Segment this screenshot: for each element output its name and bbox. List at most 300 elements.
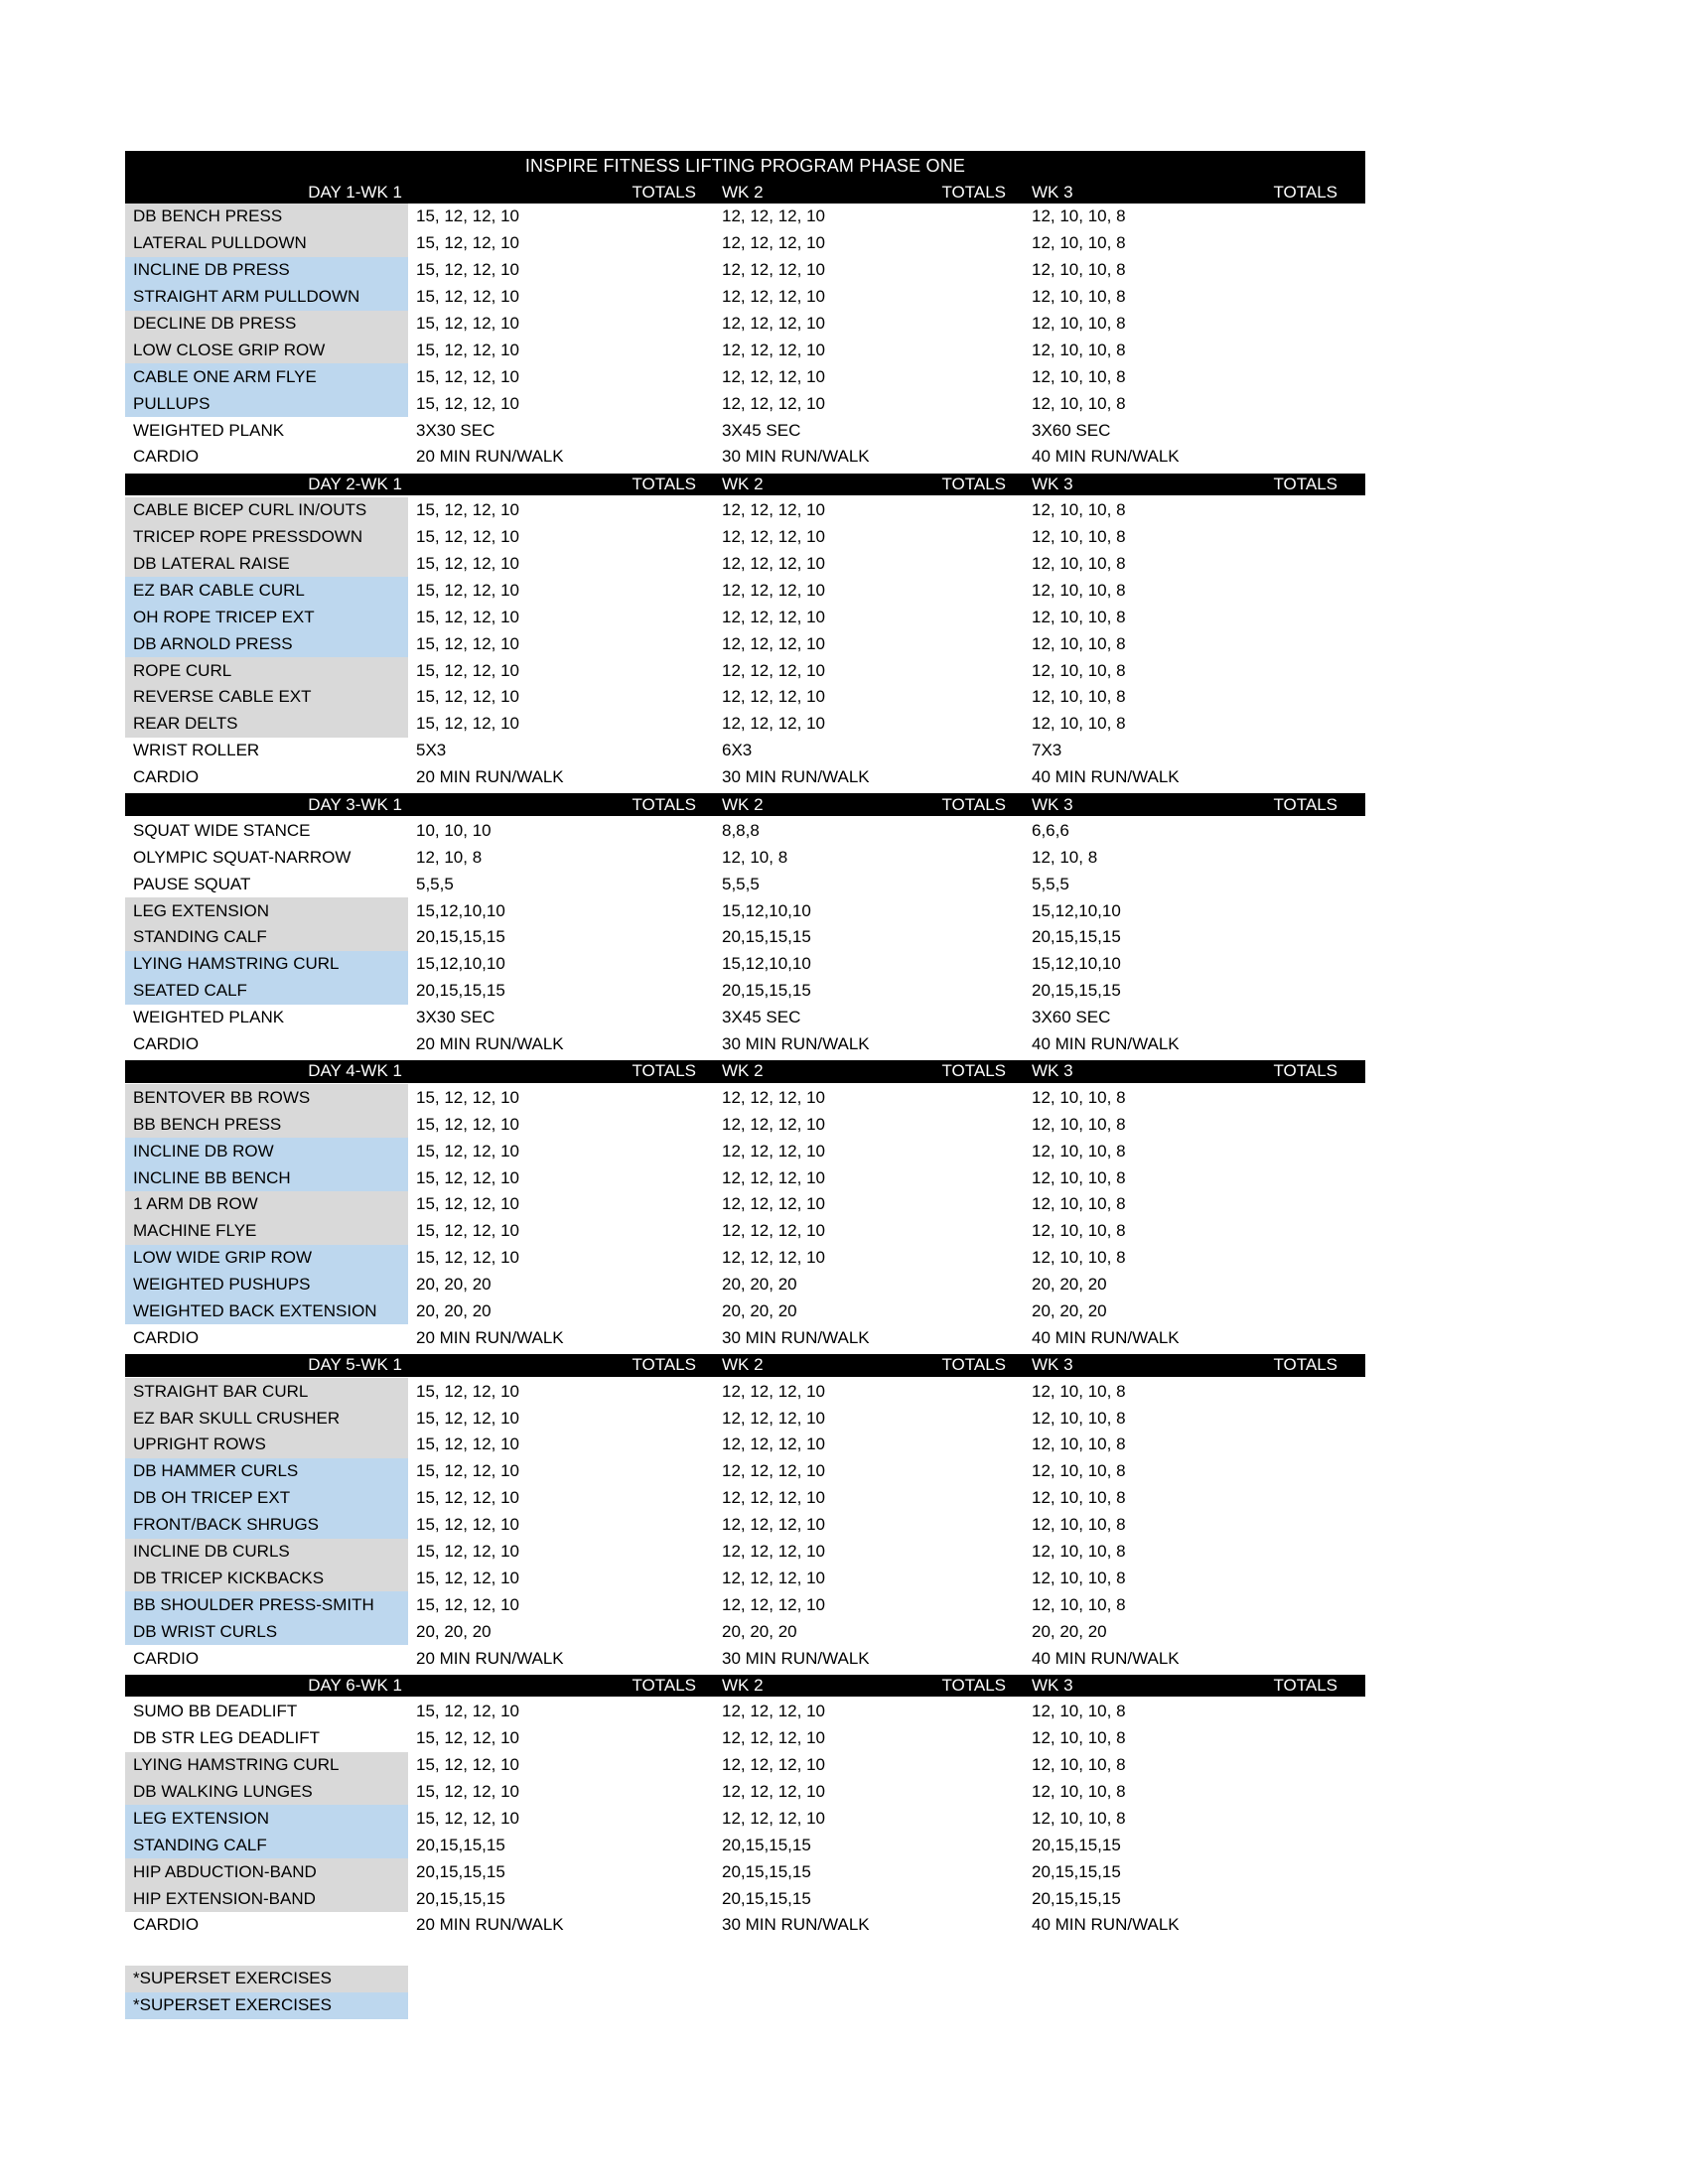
wk1-totals-header: TOTALS <box>632 1355 696 1375</box>
exercise-name-cell: CABLE ONE ARM FLYE <box>125 363 408 390</box>
wk1-totals-cell <box>607 711 706 738</box>
footnote-row <box>125 1966 1365 1992</box>
wk2-reps-cell: 20,15,15,15 <box>722 1835 811 1854</box>
wk3-reps-cell: 12, 10, 10, 8 <box>1032 1087 1126 1107</box>
wk2-reps-cell: 12, 12, 12, 10 <box>722 633 825 653</box>
wk1-reps-cell: 15, 12, 12, 10 <box>416 206 519 226</box>
wk2-totals-cell <box>914 1805 1016 1832</box>
wk3-totals-cell <box>1262 1858 1365 1885</box>
wk1-reps-cell: 15, 12, 12, 10 <box>416 1568 519 1587</box>
wk1-reps-cell: 15,12,10,10 <box>416 954 505 974</box>
wk2-totals-cell <box>914 924 1016 951</box>
wk3-totals-cell <box>1262 1324 1365 1351</box>
wk3-totals-cell <box>1262 497 1365 524</box>
wk1-reps-cell: 20,15,15,15 <box>416 1835 505 1854</box>
exercise-row <box>125 1218 1365 1245</box>
wk2-reps-cell: 12, 12, 12, 10 <box>722 1702 825 1721</box>
wk2-reps-cell: 20,15,15,15 <box>722 927 811 947</box>
wk3-reps-cell: 12, 10, 10, 8 <box>1032 1167 1126 1187</box>
wk1-reps-cell: 15, 12, 12, 10 <box>416 1488 519 1508</box>
wk1-reps-cell: 15, 12, 12, 10 <box>416 1248 519 1268</box>
wk3-reps-cell: 12, 10, 10, 8 <box>1032 1781 1126 1801</box>
wk1-totals-header: TOTALS <box>632 474 696 493</box>
wk3-header: WK 3 <box>1032 1061 1073 1081</box>
day-header-bar <box>125 474 1365 496</box>
wk2-reps-cell: 15,12,10,10 <box>722 900 811 920</box>
wk1-totals-cell <box>607 844 706 871</box>
wk2-totals-cell <box>914 1031 1016 1058</box>
wk3-totals-cell <box>1262 444 1365 471</box>
wk2-totals-cell <box>914 1458 1016 1485</box>
wk3-totals-cell <box>1262 1618 1365 1645</box>
wk3-totals-cell <box>1262 1298 1365 1325</box>
exercise-row <box>125 1618 1365 1645</box>
wk2-reps-cell: 12, 12, 12, 10 <box>722 260 825 280</box>
exercise-row <box>125 1485 1365 1512</box>
wk2-totals-cell <box>914 1779 1016 1806</box>
wk2-reps-cell: 6X3 <box>722 741 753 760</box>
exercise-name-cell: CARDIO <box>133 1915 200 1935</box>
wk1-totals-cell <box>607 524 706 551</box>
exercise-row <box>125 577 1365 604</box>
wk1-totals-header: TOTALS <box>632 1675 696 1695</box>
wk2-header: WK 2 <box>722 1355 764 1375</box>
wk2-reps-cell: 12, 12, 12, 10 <box>722 1568 825 1587</box>
wk2-reps-cell: 12, 10, 8 <box>722 847 788 867</box>
wk1-reps-cell: 3X30 SEC <box>416 420 495 440</box>
exercise-name-cell: DB WALKING LUNGES <box>125 1779 408 1806</box>
wk1-totals-cell <box>607 257 706 284</box>
wk3-reps-cell: 12, 10, 10, 8 <box>1032 1141 1126 1160</box>
wk3-reps-cell: 12, 10, 10, 8 <box>1032 260 1126 280</box>
exercise-row <box>125 1645 1365 1672</box>
wk3-totals-cell <box>1262 817 1365 844</box>
wk1-reps-cell: 5,5,5 <box>416 874 454 893</box>
wk3-header: WK 3 <box>1032 182 1073 202</box>
exercise-name-cell: OH ROPE TRICEP EXT <box>125 604 408 630</box>
exercise-row <box>125 1272 1365 1298</box>
wk1-column-spacer <box>408 1060 607 1083</box>
exercise-row <box>125 363 1365 390</box>
wk3-reps-cell: 3X60 SEC <box>1032 420 1111 440</box>
exercise-name-cell: DB OH TRICEP EXT <box>125 1485 408 1512</box>
wk1-column-spacer <box>408 181 607 204</box>
exercise-name-cell: OLYMPIC SQUAT-NARROW <box>133 847 352 867</box>
lifting-program-sheet <box>125 151 1365 2019</box>
day-header-row <box>125 181 1365 204</box>
wk2-reps-cell: 12, 12, 12, 10 <box>722 1114 825 1134</box>
wk2-totals-cell <box>914 1912 1016 1939</box>
wk1-reps-cell: 20 MIN RUN/WALK <box>416 1327 564 1347</box>
exercise-row <box>125 1858 1365 1885</box>
wk3-totals-cell <box>1262 951 1365 978</box>
exercise-row <box>125 1458 1365 1485</box>
exercise-row <box>125 1405 1365 1432</box>
wk3-reps-cell: 12, 10, 10, 8 <box>1032 660 1126 680</box>
wk2-reps-cell: 12, 12, 12, 10 <box>722 687 825 707</box>
spacer-row <box>125 1939 1365 1966</box>
exercise-name-cell: SEATED CALF <box>125 978 408 1005</box>
wk3-reps-cell: 12, 10, 10, 8 <box>1032 1434 1126 1454</box>
exercise-row <box>125 817 1365 844</box>
wk3-reps-cell: 12, 10, 10, 8 <box>1032 1541 1126 1561</box>
exercise-row <box>125 657 1365 684</box>
exercise-name-cell: STRAIGHT ARM PULLDOWN <box>125 284 408 311</box>
exercise-name-cell: REAR DELTS <box>125 711 408 738</box>
wk2-reps-cell: 12, 12, 12, 10 <box>722 1488 825 1508</box>
wk2-totals-cell <box>914 311 1016 338</box>
exercise-row <box>125 390 1365 417</box>
wk2-totals-header: TOTALS <box>941 1355 1006 1375</box>
wk1-totals-header: TOTALS <box>632 794 696 814</box>
wk3-totals-cell <box>1262 551 1365 578</box>
wk1-reps-cell: 15, 12, 12, 10 <box>416 287 519 307</box>
exercise-row <box>125 1432 1365 1458</box>
wk3-totals-cell <box>1262 524 1365 551</box>
wk3-totals-cell <box>1262 577 1365 604</box>
wk2-totals-cell <box>914 1298 1016 1325</box>
wk2-reps-cell: 5,5,5 <box>722 874 760 893</box>
wk3-totals-cell <box>1262 657 1365 684</box>
wk1-totals-cell <box>607 1084 706 1111</box>
wk3-totals-cell <box>1262 1512 1365 1539</box>
exercise-row <box>125 1324 1365 1351</box>
wk2-reps-cell: 30 MIN RUN/WALK <box>722 1034 870 1054</box>
exercise-name-cell: LYING HAMSTRING CURL <box>125 1752 408 1779</box>
exercise-name-cell: SQUAT WIDE STANCE <box>133 820 311 840</box>
exercise-name-cell: DB LATERAL RAISE <box>125 551 408 578</box>
exercise-row <box>125 1298 1365 1325</box>
wk3-totals-cell <box>1262 711 1365 738</box>
wk2-reps-cell: 12, 12, 12, 10 <box>722 607 825 626</box>
exercise-row <box>125 284 1365 311</box>
exercise-name-cell: HIP ABDUCTION-BAND <box>125 1858 408 1885</box>
exercise-name-cell: UPRIGHT ROWS <box>125 1432 408 1458</box>
exercise-row <box>125 257 1365 284</box>
wk3-totals-cell <box>1262 1591 1365 1618</box>
wk2-totals-cell <box>914 257 1016 284</box>
wk3-totals-cell <box>1262 337 1365 363</box>
wk1-totals-cell <box>607 577 706 604</box>
wk1-totals-cell <box>607 1512 706 1539</box>
wk1-totals-cell <box>607 417 706 444</box>
exercise-row <box>125 1885 1365 1912</box>
exercise-name-cell: LATERAL PULLDOWN <box>125 230 408 257</box>
exercise-name-cell: WEIGHTED PLANK <box>133 420 285 440</box>
wk2-totals-cell <box>914 1191 1016 1218</box>
wk3-header: WK 3 <box>1032 1355 1073 1375</box>
wk2-reps-cell: 12, 12, 12, 10 <box>722 1541 825 1561</box>
wk2-totals-header: TOTALS <box>941 794 1006 814</box>
wk2-totals-cell <box>914 284 1016 311</box>
wk2-totals-cell <box>914 337 1016 363</box>
wk1-reps-cell: 15, 12, 12, 10 <box>416 1408 519 1428</box>
wk3-totals-cell <box>1262 1084 1365 1111</box>
exercise-name-cell: CABLE BICEP CURL IN/OUTS <box>125 497 408 524</box>
wk1-reps-cell: 15, 12, 12, 10 <box>416 1381 519 1401</box>
wk3-reps-cell: 12, 10, 10, 8 <box>1032 1515 1126 1535</box>
wk1-reps-cell: 15, 12, 12, 10 <box>416 1114 519 1134</box>
wk1-totals-cell <box>607 497 706 524</box>
wk1-reps-cell: 12, 10, 8 <box>416 847 483 867</box>
exercise-row <box>125 1111 1365 1138</box>
wk1-totals-cell <box>607 657 706 684</box>
wk3-reps-cell: 40 MIN RUN/WALK <box>1032 767 1180 787</box>
wk1-totals-cell <box>607 1164 706 1191</box>
exercise-name-cell: STANDING CALF <box>125 924 408 951</box>
exercise-row <box>125 337 1365 363</box>
wk2-reps-cell: 12, 12, 12, 10 <box>722 1461 825 1481</box>
exercise-name-cell: CARDIO <box>133 1648 200 1668</box>
wk2-reps-cell: 30 MIN RUN/WALK <box>722 767 870 787</box>
wk1-totals-cell <box>607 924 706 951</box>
exercise-row <box>125 738 1365 764</box>
wk3-totals-cell <box>1262 390 1365 417</box>
wk1-totals-header: TOTALS <box>632 182 696 202</box>
wk2-reps-cell: 12, 12, 12, 10 <box>722 393 825 413</box>
wk2-totals-cell <box>914 711 1016 738</box>
wk2-totals-cell <box>914 1752 1016 1779</box>
wk3-totals-cell <box>1262 1752 1365 1779</box>
wk1-totals-cell <box>607 204 706 230</box>
wk1-totals-cell <box>607 1458 706 1485</box>
wk1-totals-cell <box>607 738 706 764</box>
wk1-reps-cell: 15, 12, 12, 10 <box>416 1755 519 1775</box>
wk1-reps-cell: 15, 12, 12, 10 <box>416 1221 519 1241</box>
wk3-totals-cell <box>1262 1885 1365 1912</box>
wk2-reps-cell: 15,12,10,10 <box>722 954 811 974</box>
wk2-totals-cell <box>914 577 1016 604</box>
day-header-row <box>125 1351 1365 1378</box>
wk3-reps-cell: 12, 10, 10, 8 <box>1032 1461 1126 1481</box>
exercise-name-cell: LYING HAMSTRING CURL <box>125 951 408 978</box>
wk2-reps-cell: 20, 20, 20 <box>722 1275 797 1295</box>
wk2-totals-cell <box>914 1218 1016 1245</box>
wk2-reps-cell: 12, 12, 12, 10 <box>722 660 825 680</box>
wk2-reps-cell: 20,15,15,15 <box>722 1888 811 1908</box>
wk3-reps-cell: 20,15,15,15 <box>1032 1888 1121 1908</box>
exercise-name-cell: EZ BAR CABLE CURL <box>125 577 408 604</box>
wk3-totals-cell <box>1262 1164 1365 1191</box>
wk1-reps-cell: 20,15,15,15 <box>416 981 505 1001</box>
wk2-reps-cell: 20, 20, 20 <box>722 1621 797 1641</box>
wk3-totals-header: TOTALS <box>1273 182 1337 202</box>
wk3-totals-cell <box>1262 1565 1365 1591</box>
wk3-totals-header: TOTALS <box>1273 794 1337 814</box>
wk1-column-spacer <box>408 793 607 816</box>
wk1-totals-cell <box>607 1805 706 1832</box>
exercise-name-cell: DB STR LEG DEADLIFT <box>133 1728 320 1748</box>
wk3-totals-cell <box>1262 684 1365 711</box>
wk2-totals-cell <box>914 1485 1016 1512</box>
wk1-reps-cell: 15, 12, 12, 10 <box>416 1541 519 1561</box>
wk3-reps-cell: 12, 10, 10, 8 <box>1032 1808 1126 1828</box>
wk1-reps-cell: 15, 12, 12, 10 <box>416 714 519 734</box>
wk3-totals-cell <box>1262 630 1365 657</box>
wk2-header: WK 2 <box>722 1061 764 1081</box>
wk3-reps-cell: 6,6,6 <box>1032 820 1069 840</box>
wk1-reps-cell: 15, 12, 12, 10 <box>416 340 519 359</box>
wk1-reps-cell: 10, 10, 10 <box>416 820 492 840</box>
wk3-reps-cell: 12, 10, 10, 8 <box>1032 314 1126 333</box>
wk2-reps-cell: 8,8,8 <box>722 820 760 840</box>
wk2-totals-cell <box>914 390 1016 417</box>
wk2-reps-cell: 12, 12, 12, 10 <box>722 1515 825 1535</box>
wk1-totals-cell <box>607 1591 706 1618</box>
wk2-totals-cell <box>914 657 1016 684</box>
wk1-reps-cell: 15, 12, 12, 10 <box>416 687 519 707</box>
wk1-reps-cell: 15, 12, 12, 10 <box>416 366 519 386</box>
wk3-totals-cell <box>1262 897 1365 924</box>
footnote-text: *SUPERSET EXERCISES <box>125 1992 408 2019</box>
wk1-column-spacer <box>408 474 607 496</box>
exercise-row <box>125 897 1365 924</box>
wk3-totals-cell <box>1262 1539 1365 1566</box>
wk3-reps-cell: 12, 10, 10, 8 <box>1032 1408 1126 1428</box>
wk2-totals-cell <box>914 1084 1016 1111</box>
wk2-totals-cell <box>914 1885 1016 1912</box>
wk3-totals-cell <box>1262 1378 1365 1405</box>
exercise-name-cell: TRICEP ROPE PRESSDOWN <box>125 524 408 551</box>
day-label: DAY 1-WK 1 <box>308 182 402 202</box>
exercise-row <box>125 1565 1365 1591</box>
day-label: DAY 4-WK 1 <box>308 1061 402 1081</box>
wk2-totals-cell <box>914 844 1016 871</box>
wk3-totals-cell <box>1262 1191 1365 1218</box>
wk2-reps-cell: 12, 12, 12, 10 <box>722 1434 825 1454</box>
wk2-totals-cell <box>914 951 1016 978</box>
wk1-reps-cell: 15, 12, 12, 10 <box>416 1808 519 1828</box>
wk3-reps-cell: 12, 10, 10, 8 <box>1032 1594 1126 1614</box>
wk3-reps-cell: 15,12,10,10 <box>1032 954 1121 974</box>
wk3-totals-cell <box>1262 284 1365 311</box>
exercise-name-cell: PAUSE SQUAT <box>133 874 251 893</box>
exercise-row <box>125 1752 1365 1779</box>
wk3-reps-cell: 20,15,15,15 <box>1032 927 1121 947</box>
wk3-reps-cell: 12, 10, 10, 8 <box>1032 527 1126 547</box>
wk1-reps-cell: 20 MIN RUN/WALK <box>416 447 564 467</box>
wk2-header: WK 2 <box>722 474 764 493</box>
day-header-bar <box>125 793 1365 816</box>
exercise-row <box>125 1245 1365 1272</box>
wk3-reps-cell: 12, 10, 10, 8 <box>1032 1728 1126 1748</box>
wk3-header: WK 3 <box>1032 1675 1073 1695</box>
wk3-reps-cell: 12, 10, 10, 8 <box>1032 1114 1126 1134</box>
wk1-totals-cell <box>607 363 706 390</box>
wk2-totals-header: TOTALS <box>941 182 1006 202</box>
wk1-reps-cell: 20 MIN RUN/WALK <box>416 1648 564 1668</box>
wk2-totals-cell <box>914 1832 1016 1858</box>
wk2-totals-cell <box>914 1512 1016 1539</box>
wk2-reps-cell: 12, 12, 12, 10 <box>722 287 825 307</box>
wk3-reps-cell: 15,12,10,10 <box>1032 900 1121 920</box>
day-header-bar <box>125 1060 1365 1083</box>
title-bar <box>125 151 1365 181</box>
wk1-reps-cell: 15, 12, 12, 10 <box>416 1515 519 1535</box>
wk1-totals-cell <box>607 764 706 791</box>
wk2-totals-cell <box>914 978 1016 1005</box>
exercise-row <box>125 844 1365 871</box>
exercise-name-cell: STRAIGHT BAR CURL <box>125 1378 408 1405</box>
wk1-reps-cell: 15, 12, 12, 10 <box>416 233 519 253</box>
wk1-reps-cell: 20,15,15,15 <box>416 927 505 947</box>
wk3-reps-cell: 12, 10, 10, 8 <box>1032 1702 1126 1721</box>
exercise-name-cell: MACHINE FLYE <box>125 1218 408 1245</box>
wk1-reps-cell: 5X3 <box>416 741 447 760</box>
wk3-reps-cell: 7X3 <box>1032 741 1062 760</box>
wk3-reps-cell: 40 MIN RUN/WALK <box>1032 1915 1180 1935</box>
wk1-reps-cell: 15, 12, 12, 10 <box>416 1087 519 1107</box>
wk2-totals-cell <box>914 1111 1016 1138</box>
wk3-reps-cell: 12, 10, 10, 8 <box>1032 287 1126 307</box>
wk1-totals-cell <box>607 1832 706 1858</box>
exercise-row <box>125 1005 1365 1031</box>
wk3-reps-cell: 12, 10, 10, 8 <box>1032 340 1126 359</box>
exercise-name-cell: BB SHOULDER PRESS-SMITH <box>125 1591 408 1618</box>
wk1-totals-cell <box>607 1725 706 1752</box>
wk2-totals-cell <box>914 1138 1016 1164</box>
exercise-row <box>125 204 1365 230</box>
wk1-reps-cell: 20, 20, 20 <box>416 1275 492 1295</box>
wk3-reps-cell: 12, 10, 10, 8 <box>1032 687 1126 707</box>
wk3-totals-cell <box>1262 764 1365 791</box>
exercise-row <box>125 1699 1365 1725</box>
wk1-totals-cell <box>607 1218 706 1245</box>
wk3-totals-cell <box>1262 1138 1365 1164</box>
wk2-header: WK 2 <box>722 794 764 814</box>
wk1-totals-cell <box>607 978 706 1005</box>
exercise-row <box>125 1539 1365 1566</box>
wk1-reps-cell: 15, 12, 12, 10 <box>416 500 519 520</box>
wk3-totals-cell <box>1262 1832 1365 1858</box>
exercise-row <box>125 524 1365 551</box>
day-header-row <box>125 471 1365 497</box>
wk3-reps-cell: 5,5,5 <box>1032 874 1069 893</box>
wk3-reps-cell: 12, 10, 10, 8 <box>1032 1221 1126 1241</box>
wk3-totals-cell <box>1262 1805 1365 1832</box>
wk3-header: WK 3 <box>1032 474 1073 493</box>
exercise-row <box>125 1912 1365 1939</box>
wk1-reps-cell: 15, 12, 12, 10 <box>416 1594 519 1614</box>
wk1-totals-cell <box>607 337 706 363</box>
wk2-reps-cell: 3X45 SEC <box>722 420 801 440</box>
wk1-reps-cell: 15, 12, 12, 10 <box>416 607 519 626</box>
wk3-totals-cell <box>1262 363 1365 390</box>
wk2-reps-cell: 20, 20, 20 <box>722 1300 797 1320</box>
wk1-totals-cell <box>607 1111 706 1138</box>
wk1-reps-cell: 15, 12, 12, 10 <box>416 633 519 653</box>
wk1-totals-cell <box>607 1699 706 1725</box>
wk1-reps-cell: 15, 12, 12, 10 <box>416 1728 519 1748</box>
wk2-totals-cell <box>914 871 1016 897</box>
wk3-totals-cell <box>1262 1699 1365 1725</box>
wk1-reps-cell: 20 MIN RUN/WALK <box>416 1034 564 1054</box>
wk1-totals-cell <box>607 1272 706 1298</box>
wk1-totals-cell <box>607 1245 706 1272</box>
wk2-reps-cell: 3X45 SEC <box>722 1008 801 1027</box>
wk2-reps-cell: 30 MIN RUN/WALK <box>722 1915 870 1935</box>
wk2-totals-header: TOTALS <box>941 474 1006 493</box>
wk2-reps-cell: 12, 12, 12, 10 <box>722 1194 825 1214</box>
exercise-row <box>125 764 1365 791</box>
wk3-totals-cell <box>1262 1245 1365 1272</box>
exercise-row <box>125 978 1365 1005</box>
wk2-totals-cell <box>914 817 1016 844</box>
exercise-name-cell: LEG EXTENSION <box>125 1805 408 1832</box>
wk1-reps-cell: 15, 12, 12, 10 <box>416 580 519 600</box>
wk2-reps-cell: 20,15,15,15 <box>722 981 811 1001</box>
wk1-totals-cell <box>607 1298 706 1325</box>
